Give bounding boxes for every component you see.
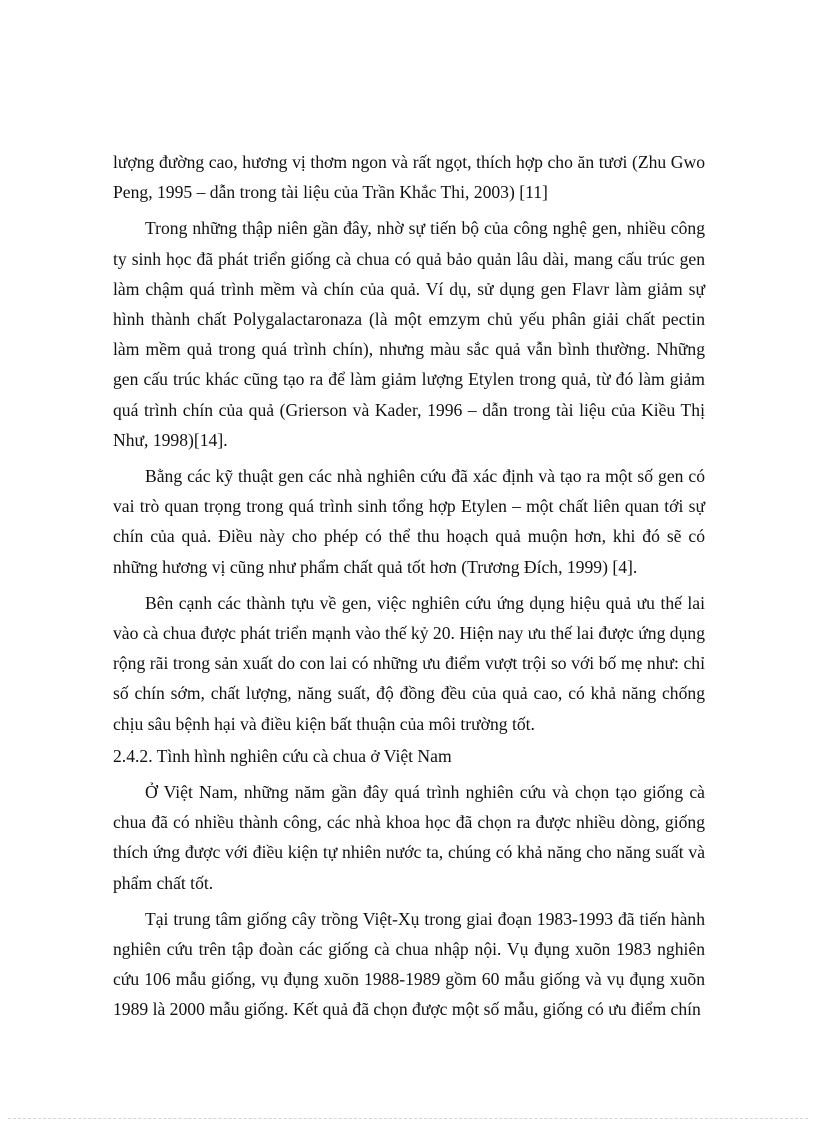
paragraph-ethylene-genes: Bằng các kỹ thuật gen các nhà nghiên cứu đã xác định và tạo ra một số gen có vai trò quan trọng trong quá trình sinh tổng hợp Etylen – một chất liên quan tới sự chín của quả. Điều này cho phép có thể thu hoạch quả muộn hơn, khi đó sẽ có những hương vị cũng như phẩm chất quả tốt hơn (Trương Đích, 1999) [4].	[113, 466, 705, 577]
paragraph-viet-xo-center: Tại trung tâm giống cây trồng Việt-Xụ trong giai đoạn 1983-1993 đã tiến hành nghiên cứu trên tập đoàn các giống cà chua nhập nội. Vụ đụng xuõn 1983 nghiên cứu 106 mẫu giống, vụ đụng xuõn 1988-1989 gồm 60 mẫu giống và vụ đụng xuõn 1989 là 2000 mẫu giống. Kết quả đã chọn được một số mẫu, giống có ưu điểm chín	[113, 908, 705, 1020]
paragraph-gene-technology: Trong những thập niên gần đây, nhờ sự tiến bộ của công nghệ gen, nhiều công ty sinh học đã phát triển giống cà chua có quả bảo quản lâu dài, mang cấu trúc gen làm chậm quá trình mềm và chín của quả. Ví dụ, sử dụng gen Flavr làm giảm sự hình thành chất Polygalactaronaza (là một emzym chủ yếu phân giải chất pectin làm mềm quả trong quá trình chín), nhưng màu sắc quả vẫn bình thường. Những gen cấu trúc khác cũng tạo ra để làm giảm lượng Etylen trong quả, từ đó làm giảm quá trình chín của quả (Grierson và Kader, 1996 – dẫn trong tài liệu của Kiều Thị Như, 1998)[14].	[113, 218, 705, 450]
section-heading: 2.4.2. Tình hình nghiên cứu cà chua ở Việt Nam	[113, 745, 452, 766]
paragraph-continuation: lượng đường cao, hương vị thơm ngon và rất ngọt, thích hợp cho ăn tươi (Zhu Gwo Peng, 1995 – dẫn trong tài liệu của Trần Khắc Thi, 2003) [11]	[113, 152, 705, 203]
document-body	[113, 147, 705, 1025]
paragraph-vietnam-research: Ở Việt Nam, những năm gần đây quá trình nghiên cứu và chọn tạo giống cà chua đã có nhiều thành công, các nhà khoa học đã chọn ra được nhiều dòng, giống thích ứng được với điều kiện tự nhiên nước ta, chúng có khả năng cho năng suất và phẩm chất tốt.	[113, 782, 705, 893]
paragraph-heterosis: Bên cạnh các thành tựu về gen, việc nghiên cứu ứng dụng hiệu quả ưu thế lai vào cà chua được phát triển mạnh vào thế kỷ 20. Hiện nay ưu thế lai được ứng dụng rộng rãi trong sản xuất do con lai có những ưu điểm vượt trội so với bố mẹ như: chỉ số chín sớm, chất lượng, năng suất, độ đồng đều của quả cao, có khả năng chống chịu sâu bệnh hại và điều kiện bất thuận của môi trường tốt.	[113, 592, 705, 734]
page-bottom-divider	[8, 1118, 808, 1119]
